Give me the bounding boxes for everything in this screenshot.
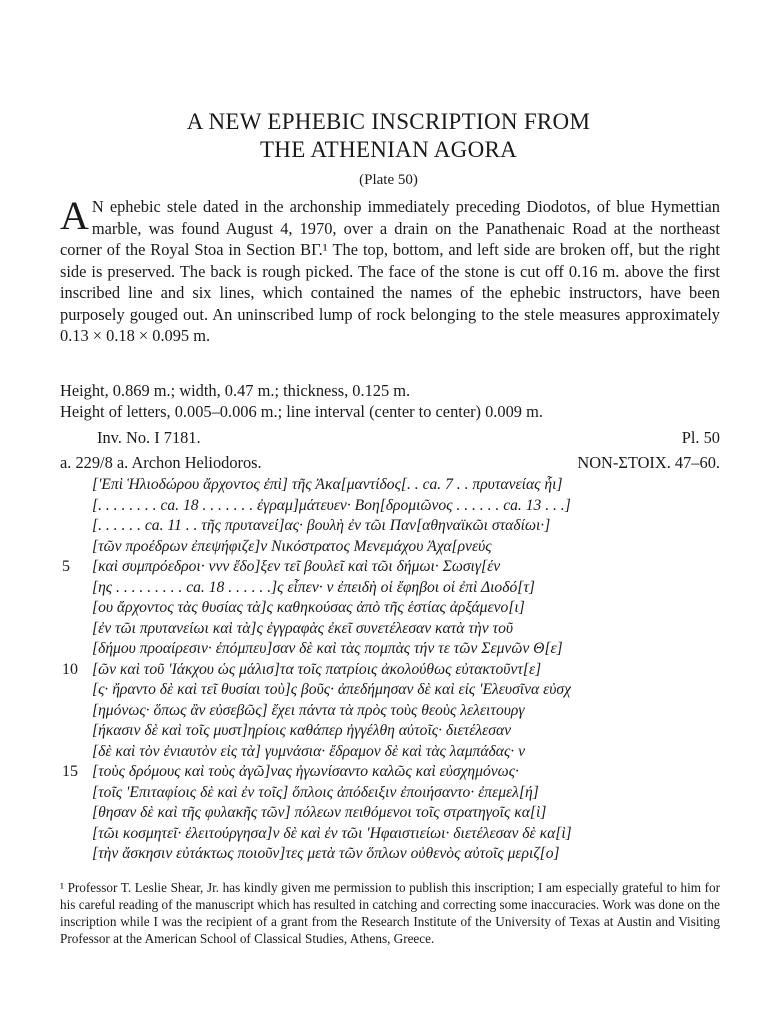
inscription-line: [ημόνως· ὅπως ἂν εὐσεβῶς] ἔχει πάντα τὰ πρὸς τοὺς θεοὺς λελειτουργ xyxy=(92,702,525,719)
inscription-line: [ης . . . . . . . . . ca. 18 . . . . . .]ς εἶπεν· v ἐπειδὴ οἱ ἔφηβοι οἱ ἐπὶ Διοδό[τ] xyxy=(92,579,535,596)
stoichedon-note: NON-ΣΤΟΙΧ. 47–60. xyxy=(577,453,720,472)
inscription-line: [ἐν τῶι πρυτανείωι καὶ τὰ]ς ἐγγραφὰς ἐκεῖ συνετέλεσαν κατὰ τὴν τοῦ xyxy=(92,620,514,637)
inscription-line: [τοὺς δρόμους καὶ τοὺς ἀγῶ]νας ἠγωνίσαντο καλῶς καὶ εὐσχημόνως· xyxy=(92,763,519,780)
letter-height-line: Height of letters, 0.005–0.006 m.; line interval (center to center) 0.009 m. xyxy=(60,402,543,421)
inscription-line: [ῶν καὶ τοῦ 'Ιάκχου ὡς μάλισ]τα τοῖς πατρίοις ἀκολούθως εὐτακτοῦντ[ε] xyxy=(92,661,542,678)
section-heading: a. 229/8 a. Archon Heliodoros. xyxy=(60,453,262,472)
plate-number: Pl. 50 xyxy=(681,428,720,447)
article-title-line-1: A NEW EPHEBIC INSCRIPTION FROM xyxy=(186,109,591,134)
drop-cap: A xyxy=(60,193,89,238)
footnote: ¹ Professor T. Leslie Shear, Jr. has kindly given me permission to publish this inscription; I am especially grateful to him for his careful reading of the manuscript which has resulted in catching and correcting some inaccuracies. Work was done on the inscription while I was the recipient of a grant from the Research Institute of the University of Texas at Austin and Visiting Professor at the American School of Classical Studies, Athens, Greece. xyxy=(60,880,720,946)
inscription-line: [τὴν ἄσκησιν εὐτάκτως ποιοῦν]τες μετὰ τῶν ὅπλων οὐθενὸς αὐτοῖς μεριζ[ο] xyxy=(92,845,560,862)
inscription-line: [ήκασιν δὲ καὶ τοῖς μυστ]ηρίοις καθάπερ ἠγγέλθη αὐτοῖς· διετέλεσαν xyxy=(92,722,512,739)
dimensions-line: Height, 0.869 m.; width, 0.47 m.; thickness, 0.125 m. xyxy=(60,381,411,400)
intro-text: N ephebic stele dated in the archonship immediately preceding Diodotos, of blue Hymettian marble, was found August 4, 1970, over a drain on the Panathenaic Road at the northeast corner of the Royal Stoa in Section ΒΓ.¹ The top, bottom, and left side are broken off, but the right side is preserved. The back is rough picked. The face of the stone is cut off 0.16 m. above the first inscribed line and six lines, which contained the names of the ephebic instructors, have been purposely gouged out. An uninscribed lump of rock belonging to the stele measures approximately 0.13 × 0.18 × 0.095 m. xyxy=(60,197,720,345)
plate-reference: (Plate 50) xyxy=(359,172,418,188)
line-number: 5 xyxy=(62,558,70,575)
inscription-line: [ου ἄρχοντος τὰς θυσίας τὰ]ς καθηκούσας ἀπὸ τῆς ἑστίας ἀρξάμενο[ι] xyxy=(92,599,525,616)
inscription-line: [δὲ καὶ τὸν ἐνιαυτὸν εἰς τὰ] γυμνάσια· ἔδραμον δὲ καὶ τὰς λαμπάδας· v xyxy=(92,743,526,760)
inscription-line: [. . . . . . . . ca. 18 . . . . . . . ἐγραμ]μάτευεν· Βοη[δρομιῶνος . . . . . . ca. 13 . . .] xyxy=(92,497,571,514)
intro-paragraph xyxy=(60,193,720,347)
inscription-line: [δήμου προαίρεσιν· ἐπόμπευ]σαν δὲ καὶ τὰς πομπὰς τήν τε τῶν Σεμνῶν Θ[ε] xyxy=(92,640,563,657)
inscription-line: ['Επὶ Ἡλιοδώρου ἄρχοντος ἐπὶ] τῆς Ἀκα[μαντίδος[. . ca. 7 . . πρυτανείας ἧι] xyxy=(92,476,563,493)
inscription-line: [ς· ἤραντο δὲ καὶ τεῖ θυσίαι τοὺ]ς βοῦς· ἀπεδήμησαν δὲ καὶ εἰς 'Ελευσῖνα εὐσχ xyxy=(92,681,571,698)
inscription-line: [θησαν δὲ καὶ τῆς φυλακῆς τῶν] πόλεων πειθόμενοι τοῖς στρατηγοῖς κα[ὶ] xyxy=(92,804,547,821)
line-number: 10 xyxy=(62,661,78,678)
inscription-line: [τοῖς 'Επιταφίοις δὲ καὶ ἐν τοῖς] ὅπλοις ἀπόδειξιν ἐποιήσαντο· ἐπεμελ[ή] xyxy=(92,784,539,801)
inscription-line: [τῶι κοσμητεῖ· ἐλειτούργησα]ν δὲ καὶ ἐν τῶι 'Ηφαιστιείωι· διετέλεσαν δὲ κα[ὶ] xyxy=(92,825,572,842)
inscription-line: [. . . . . . ca. 11 . . τῆς πρυτανεί]ας· βουλὴ ἐν τῶι Παν[αθηναϊκῶι σταδίωι·] xyxy=(92,517,551,534)
line-number: 15 xyxy=(62,763,78,780)
inventory-number: Inv. No. I 7181. xyxy=(97,428,201,447)
inscription-line: [τῶν προέδρων ἐπεψήφιζε]ν Νικόστρατος Μενεμάχου Ἀχα[ρνεύς xyxy=(92,538,492,555)
inscription-line: [καὶ συμπρόεδροι· vvv ἔδο]ξεν τεῖ βουλεῖ καὶ τῶι δήμωι· Σωσιγ[έν xyxy=(92,558,501,575)
article-title-line-2: THE ATHENIAN AGORA xyxy=(259,137,518,162)
